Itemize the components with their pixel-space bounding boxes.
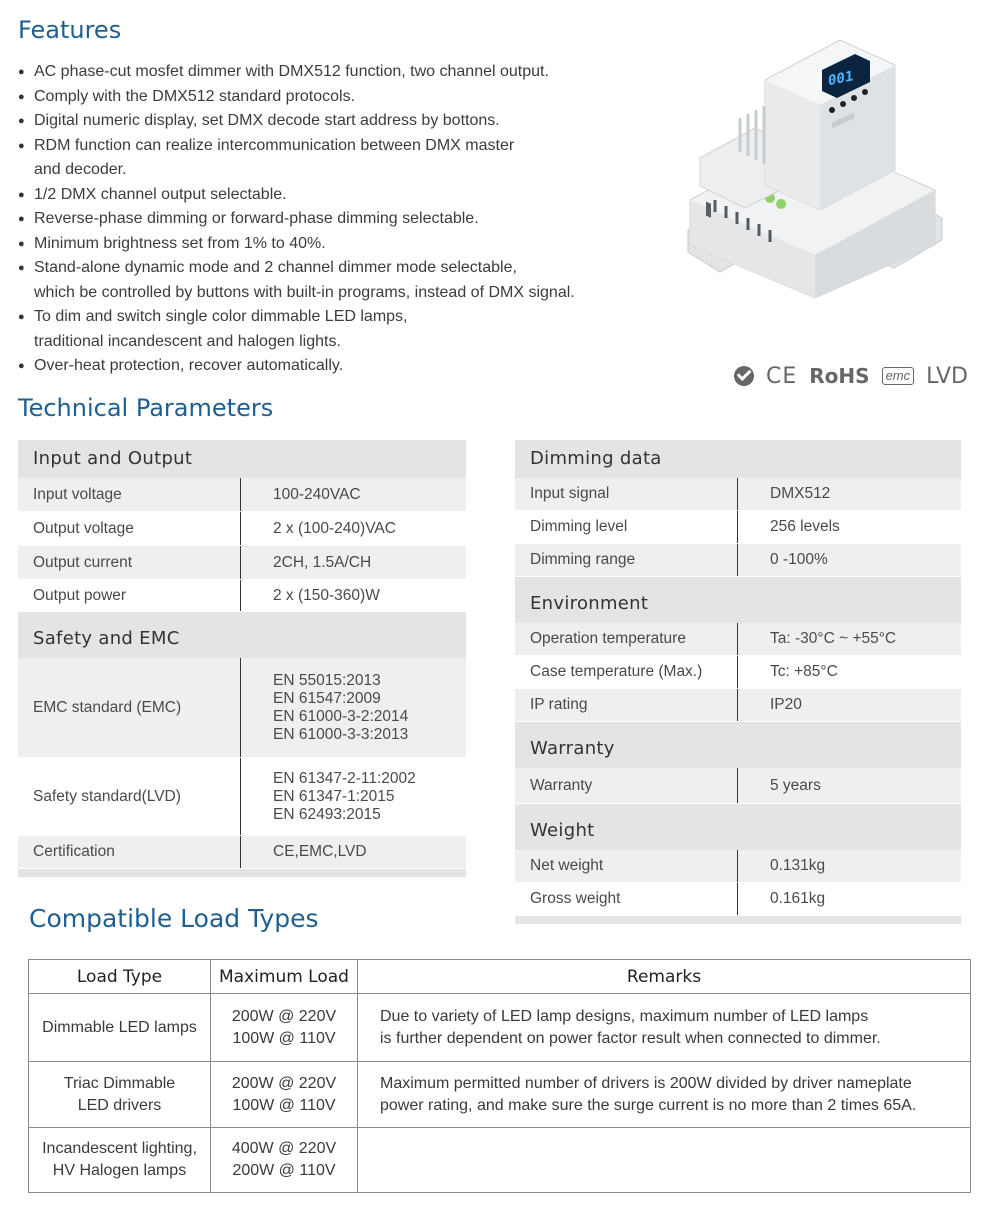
parameter-value-line: 0.131kg xyxy=(770,857,826,874)
parameter-value-line: 2CH, 1.5A/CH xyxy=(273,553,372,571)
section-title: Environment xyxy=(515,585,961,623)
section-divider xyxy=(18,612,466,620)
feature-line: ● RDM function can realize intercommunication between DMX master xyxy=(34,136,515,154)
parameter-value-line: IP20 xyxy=(770,696,802,713)
feature-line: ● Comply with the DMX512 standard protocols. xyxy=(34,87,356,105)
section-title: Weight xyxy=(515,812,961,850)
table-row xyxy=(29,1128,971,1193)
header-load-type: Load Type xyxy=(29,960,211,994)
parameter-row xyxy=(515,689,961,722)
feature-line: and decoder. xyxy=(34,161,127,178)
parameter-value-line: 0.161kg xyxy=(770,890,826,907)
parameter-value xyxy=(240,758,466,835)
parameter-row xyxy=(18,580,466,612)
parameter-value-line: EN 61000-3-3:2013 xyxy=(273,725,409,743)
feature-item xyxy=(18,354,638,379)
parameter-row xyxy=(18,658,466,758)
parameter-value xyxy=(737,623,961,655)
parameter-value-line: EN 61347-2-11:2002 xyxy=(273,769,416,787)
parameter-key: Net weight xyxy=(530,857,604,874)
feature-item xyxy=(18,232,638,257)
parameter-key: Operation temperature xyxy=(530,630,686,647)
parameter-value xyxy=(240,478,466,511)
parameter-value-line: 256 levels xyxy=(770,518,840,535)
load-type-cell-line: Dimmable LED lamps xyxy=(42,1018,197,1036)
parameter-value xyxy=(240,658,466,757)
parameter-row xyxy=(18,836,466,869)
rohs-mark: RoHS xyxy=(809,364,870,388)
parameter-value xyxy=(240,580,466,611)
parameter-row xyxy=(515,768,961,804)
product-display-text: 001 xyxy=(828,68,854,90)
max-load-cell-line: 200W @ 220V xyxy=(231,1074,337,1092)
parameters-table-left xyxy=(18,440,466,877)
max-load-cell-line: 400W @ 220V xyxy=(231,1140,337,1157)
max-load-cell xyxy=(211,994,358,1062)
parameter-key: Safety standard(LVD) xyxy=(33,787,181,805)
parameter-value-line: EN 55015:2013 xyxy=(273,671,381,689)
max-load-cell-line: 100W @ 110V xyxy=(232,1029,336,1047)
feature-line: ● 1/2 DMX channel output selectable. xyxy=(34,185,287,203)
parameter-value xyxy=(240,836,466,868)
parameter-value xyxy=(737,850,961,882)
feature-line: ● To dim and switch single color dimmable LED lamps, xyxy=(34,308,408,325)
feature-line: traditional incandescent and halogen lights. xyxy=(34,332,341,350)
parameter-value xyxy=(737,689,961,721)
parameter-key: Dimming range xyxy=(530,551,636,568)
section-title: Input and Output xyxy=(18,440,466,478)
section-divider xyxy=(18,869,466,877)
parameter-row xyxy=(515,544,961,577)
ce-mark: CE xyxy=(766,363,798,389)
max-load-cell-line: 100W @ 110V xyxy=(232,1096,336,1114)
feature-line: ● Over-heat protection, recover automatically. xyxy=(34,357,344,374)
parameter-row xyxy=(18,512,466,546)
parameter-key: Dimming level xyxy=(530,518,628,535)
load-type-cell xyxy=(29,1128,211,1193)
table-row xyxy=(29,994,971,1062)
parameter-value xyxy=(737,768,961,803)
parameter-key: IP rating xyxy=(530,696,588,713)
feature-item xyxy=(18,109,638,134)
feature-item xyxy=(18,134,638,183)
section-title: Dimming data xyxy=(515,440,961,478)
section-title: Safety and EMC xyxy=(18,620,466,658)
parameter-key: Output current xyxy=(33,553,133,571)
feature-item xyxy=(18,256,638,305)
parameter-key: Certification xyxy=(33,843,115,860)
parameter-value-line: EN 62493:2015 xyxy=(273,805,381,823)
section-divider xyxy=(515,722,961,730)
remarks-cell xyxy=(358,1128,971,1193)
remarks-cell-line: Due to variety of LED lamp designs, maximum number of LED lamps xyxy=(380,1007,869,1025)
feature-line: ● AC phase-cut mosfet dimmer with DMX512 function, two channel output. xyxy=(34,63,549,80)
remarks-cell-line: is further dependent on power factor result when connected to dimmer. xyxy=(380,1029,881,1047)
parameter-value xyxy=(737,544,961,576)
parameter-row xyxy=(18,758,466,836)
remarks-cell xyxy=(358,1062,971,1128)
parameter-value xyxy=(737,656,961,688)
parameters-table-right xyxy=(515,440,961,924)
parameter-value-line: 0 -100% xyxy=(770,551,828,568)
max-load-cell-line: 200W @ 220V xyxy=(231,1007,337,1025)
max-load-cell xyxy=(211,1062,358,1128)
table-header-row xyxy=(29,960,971,994)
parameter-value-line: EN 61547:2009 xyxy=(273,689,381,707)
section-title: Warranty xyxy=(515,730,961,768)
max-load-cell-line: 200W @ 110V xyxy=(232,1162,336,1179)
feature-line: ● Reverse-phase dimming or forward-phase dimming selectable. xyxy=(34,210,479,227)
parameter-value xyxy=(737,478,961,510)
parameter-value xyxy=(737,883,961,915)
feature-item xyxy=(18,60,638,85)
parameter-key: Warranty xyxy=(530,776,593,794)
feature-item xyxy=(18,85,638,110)
load-type-cell-line: LED drivers xyxy=(77,1096,162,1114)
section-divider xyxy=(515,916,961,924)
parameter-row xyxy=(515,478,961,511)
parameter-row xyxy=(515,656,961,689)
product-image xyxy=(680,40,960,300)
parameter-row xyxy=(515,883,961,916)
lvd-mark: LVD xyxy=(926,363,968,389)
feature-item xyxy=(18,183,638,208)
certification-marks xyxy=(734,362,968,390)
parameter-value xyxy=(737,511,961,543)
load-type-cell xyxy=(29,1062,211,1128)
parameter-value-line: Ta: -30°C ~ +55°C xyxy=(770,630,897,647)
parameter-key: Gross weight xyxy=(530,890,621,907)
parameter-value-line: 5 years xyxy=(770,776,821,794)
remarks-cell-line: Maximum permitted number of drivers is 200W divided by driver nameplate xyxy=(380,1074,912,1092)
load-type-cell-line: HV Halogen lamps xyxy=(52,1162,187,1179)
features-heading: Features xyxy=(18,16,122,44)
parameter-key: Output power xyxy=(33,586,127,604)
feature-item xyxy=(18,207,638,232)
parameter-row xyxy=(515,623,961,656)
max-load-cell xyxy=(211,1128,358,1193)
parameter-row xyxy=(18,546,466,580)
parameter-value xyxy=(240,546,466,579)
parameter-key: Input signal xyxy=(530,485,610,502)
feature-line: which be controlled by buttons with built-in programs, instead of DMX signal. xyxy=(34,283,575,301)
emc-mark: emc xyxy=(882,367,915,385)
feature-item xyxy=(18,305,638,354)
feature-line: ● Digital numeric display, set DMX decode start address by bottons. xyxy=(34,112,500,129)
table-row xyxy=(29,1062,971,1128)
parameter-key: EMC standard (EMC) xyxy=(33,698,182,716)
parameter-value-line: 100-240VAC xyxy=(273,485,361,503)
parameter-value-line: DMX512 xyxy=(770,485,831,502)
parameter-value-line: EN 61347-1:2015 xyxy=(273,787,395,805)
parameter-value-line: CE,EMC,LVD xyxy=(273,843,367,860)
header-remarks: Remarks xyxy=(358,960,971,994)
features-list xyxy=(18,60,638,379)
parameter-key: Input voltage xyxy=(33,485,122,503)
csa-icon xyxy=(734,366,754,386)
remarks-cell xyxy=(358,994,971,1062)
parameter-key: Case temperature (Max.) xyxy=(530,663,703,680)
remarks-cell-line: power rating, and make sure the surge current is no more than 2 times 65A. xyxy=(380,1096,917,1114)
header-maximum-load: Maximum Load xyxy=(211,960,358,994)
compatible-loads-table xyxy=(28,959,971,1193)
load-type-cell-line: Triac Dimmable xyxy=(63,1074,176,1092)
feature-line: ● Minimum brightness set from 1% to 40%. xyxy=(34,234,326,252)
section-divider xyxy=(515,577,961,585)
parameter-value-line: 2 x (100-240)VAC xyxy=(273,519,396,537)
load-type-cell xyxy=(29,994,211,1062)
parameter-row xyxy=(515,511,961,544)
parameter-key: Output voltage xyxy=(33,519,134,537)
parameter-value xyxy=(240,512,466,545)
parameter-value-line: EN 61000-3-2:2014 xyxy=(273,707,409,725)
parameter-row xyxy=(515,850,961,883)
technical-parameters-heading: Technical Parameters xyxy=(18,394,274,422)
parameter-row xyxy=(18,478,466,512)
feature-line: ● Stand-alone dynamic mode and 2 channel dimmer mode selectable, xyxy=(34,259,517,276)
parameter-value-line: Tc: +85°C xyxy=(770,663,838,680)
load-type-cell-line: Incandescent lighting, xyxy=(42,1140,197,1157)
section-divider xyxy=(515,804,961,812)
parameter-value-line: 2 x (150-360)W xyxy=(273,586,380,604)
compatible-load-types-heading: Compatible Load Types xyxy=(29,904,319,933)
